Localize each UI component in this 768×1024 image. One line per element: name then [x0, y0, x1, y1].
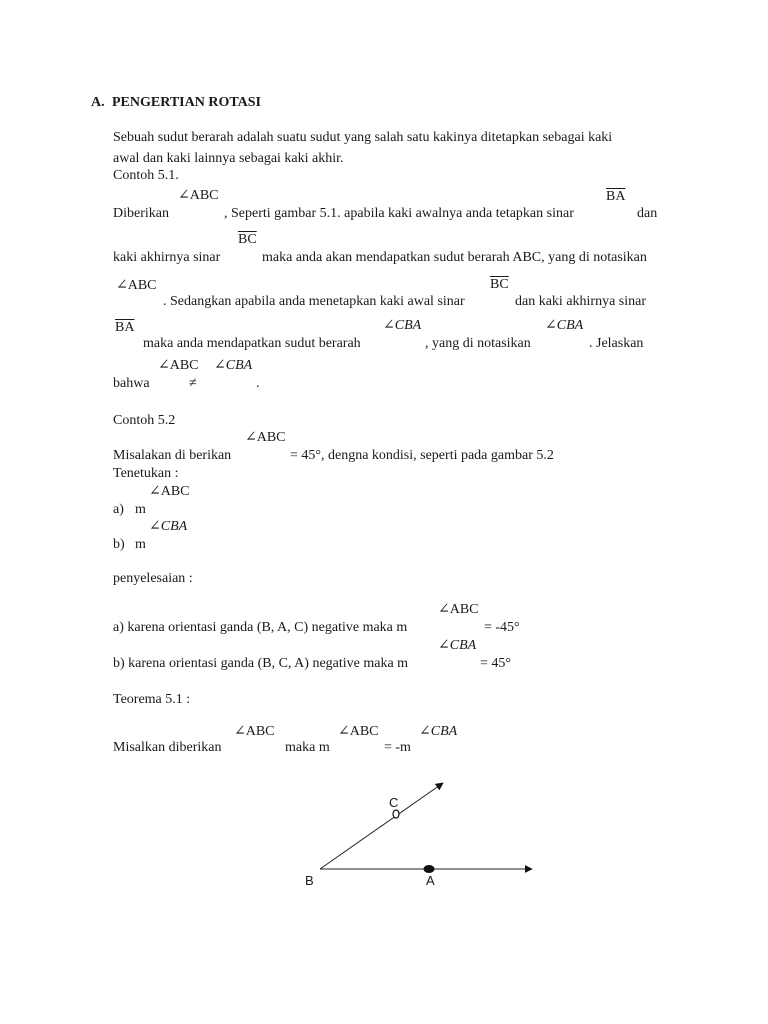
- ray-bc-label: $\overline{BC}$: [238, 232, 257, 247]
- angle-cba-label: ∠CBA: [545, 318, 584, 333]
- text-misalakan: Misalakan di berikan: [113, 448, 232, 463]
- ray-ba-label: $\overline{BA}$: [606, 189, 626, 204]
- point-c: [393, 810, 399, 818]
- answer-a-text: a) karena orientasi ganda (B, A, C) negative maka m: [113, 620, 408, 635]
- contoh-5-2-label: Contoh 5.2: [113, 413, 176, 428]
- text-45-kondisi: = 45°, dengna kondisi, seperti pada gambar 5.2: [290, 448, 554, 463]
- point-a: [424, 865, 435, 873]
- teorema-label: Teorema 5.1 :: [113, 692, 191, 707]
- intro-line-1: Sebuah sudut berarah adalah suatu sudut yang salah satu kakinya ditetapkan sebagai kaki: [113, 130, 613, 145]
- heading-letter: A.: [91, 95, 105, 110]
- figure-label-c: C: [389, 795, 399, 810]
- angle-abc-label: ∠ABC: [338, 724, 379, 739]
- angle-abc-label: ∠ABC: [438, 602, 479, 617]
- text-dan: dan: [637, 206, 658, 221]
- angle-cba-label: ∠CBA: [438, 638, 477, 653]
- text-yang-di-notasikan: , yang di notasikan: [425, 336, 531, 351]
- text-bahwa: bahwa: [113, 376, 150, 391]
- angle-abc-label: ∠ABC: [245, 430, 286, 445]
- text-kaki-akhirnya-sinar: dan kaki akhirnya sinar: [515, 294, 647, 309]
- text-jelaskan: . Jelaskan: [589, 336, 644, 351]
- item-a-marker: a): [113, 502, 124, 517]
- angle-abc-label: ∠ABC: [116, 278, 157, 293]
- angle-cba-label: ∠CBA: [419, 724, 458, 739]
- text-equals-minus-m: = -m: [384, 740, 411, 755]
- contoh-5-1-label: Contoh 5.1.: [113, 168, 179, 183]
- answer-b-value: = 45°: [480, 656, 511, 671]
- figure-label-a: A: [426, 873, 435, 888]
- answer-a-value: = -45°: [484, 620, 520, 635]
- angle-abc-label: ∠ABC: [178, 188, 219, 203]
- angle-cba-label: ∠CBA: [149, 519, 188, 534]
- item-b-marker: b): [113, 537, 125, 552]
- page-title: PENGERTIAN ROTASI: [112, 95, 261, 110]
- text-sedangkan: . Sedangkan apabila anda menetapkan kaki awal sinar: [163, 294, 465, 309]
- angle-abc-label: ∠ABC: [149, 484, 190, 499]
- intro-line-2: awal dan kaki lainnya sebagai kaki akhir.: [113, 151, 344, 166]
- measure-m: m: [135, 502, 146, 517]
- angle-cba-label: ∠CBA: [383, 318, 422, 333]
- text-diberikan: Diberikan: [113, 206, 169, 221]
- text-kaki-akhirnya: kaki akhirnya sinar: [113, 250, 221, 265]
- angle-abc-label: ∠ABC: [234, 724, 275, 739]
- angle-abc-label: ∠ABC: [158, 358, 199, 373]
- not-equal-sign: ≠: [189, 376, 197, 391]
- text-misalkan-diberikan: Misalkan diberikan: [113, 740, 222, 755]
- text-period: .: [256, 376, 260, 391]
- text-maka-anda-akan: maka anda akan mendapatkan sudut berarah ABC, yang di notasikan: [262, 250, 647, 265]
- text-maka-anda-mendapatkan: maka anda mendapatkan sudut berarah: [143, 336, 361, 351]
- text-maka-m: maka m: [285, 740, 330, 755]
- figure-label-b: B: [305, 873, 314, 888]
- answer-b-text: b) karena orientasi ganda (B, C, A) negative maka m: [113, 656, 409, 671]
- penyelesaian-label: penyelesaian :: [113, 571, 193, 586]
- measure-m: m: [135, 537, 146, 552]
- angle-cba-label: ∠CBA: [214, 358, 253, 373]
- ray-bc-label: $\overline{BC}$: [490, 277, 509, 292]
- text-seperti-gambar: , Seperti gambar 5.1. apabila kaki awalnya anda tetapkan sinar: [224, 206, 574, 221]
- ray-ba-label: $\overline{BA}$: [115, 320, 135, 335]
- text-tentukan: Tenetukan :: [113, 466, 179, 481]
- ray-bc-line: [320, 783, 443, 869]
